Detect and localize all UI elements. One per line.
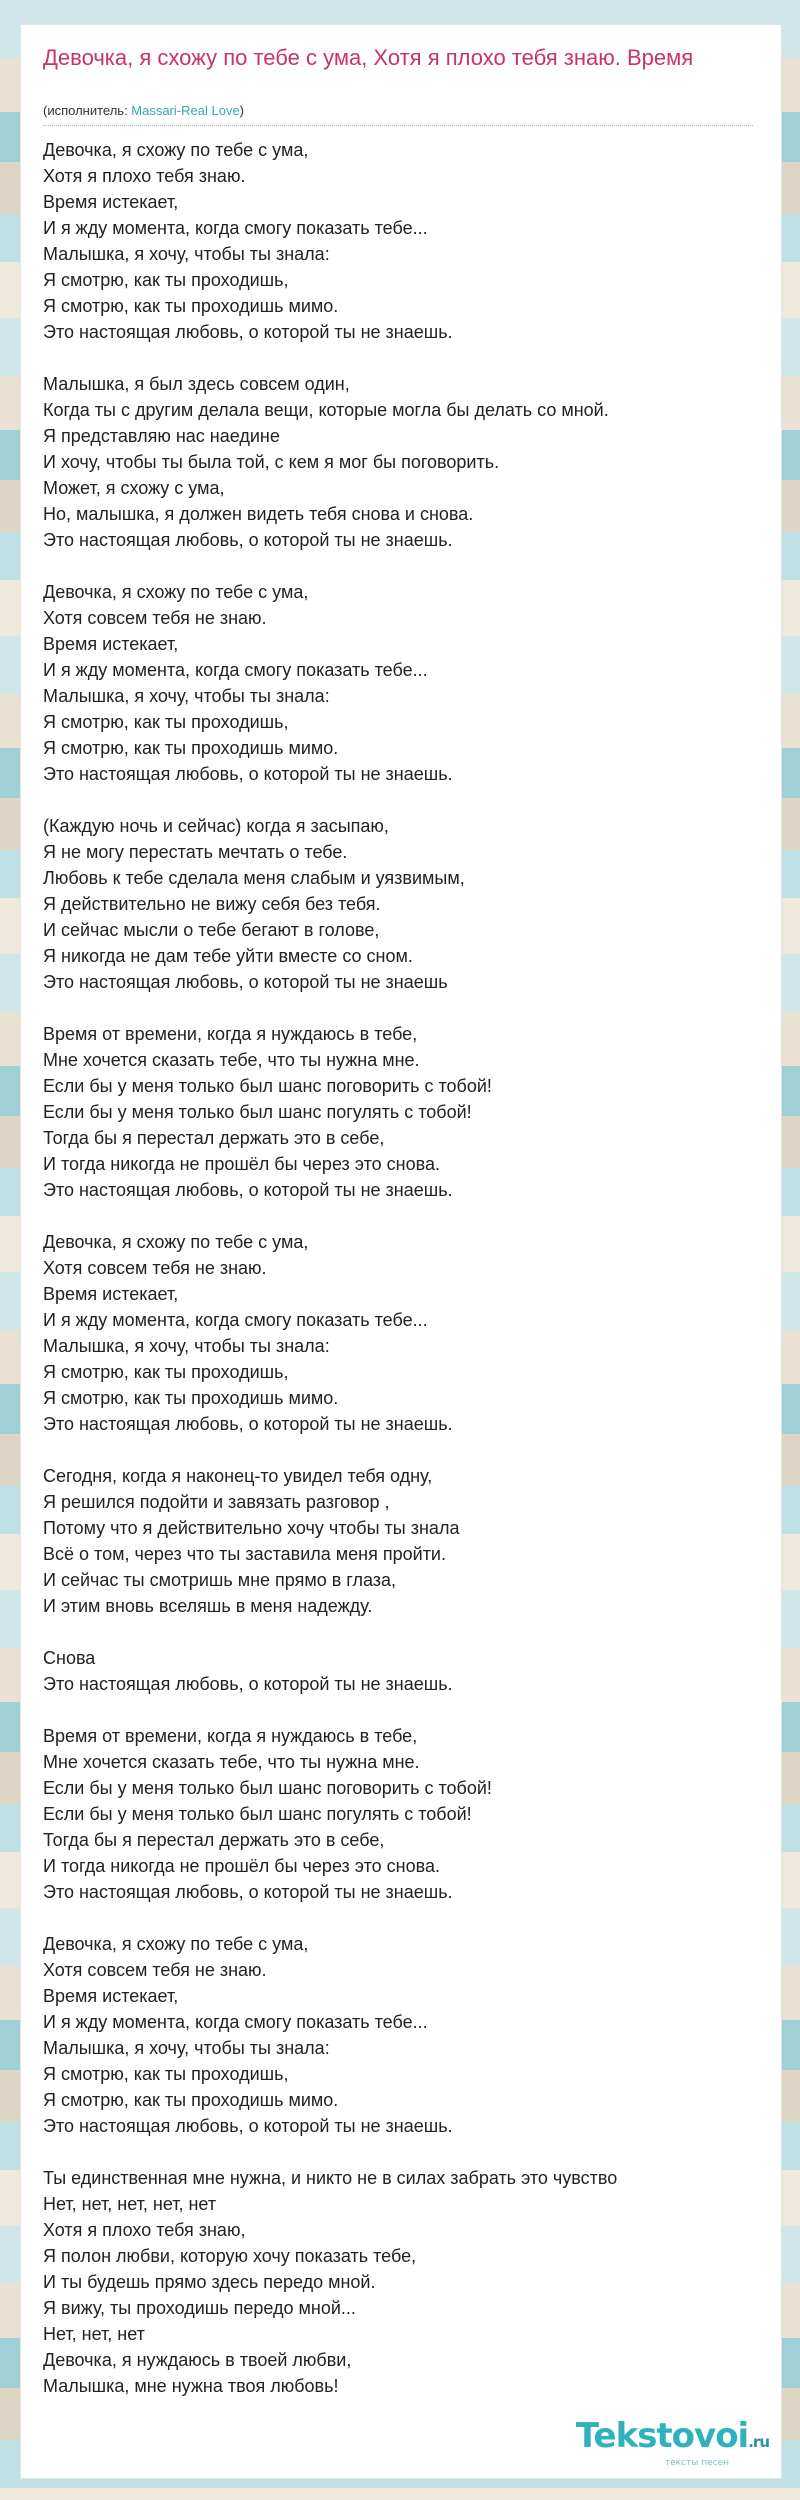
- lyric-line: Если бы у меня только был шанс поговорить с тобой!: [43, 1076, 492, 1096]
- stanza-break: [43, 2139, 683, 2165]
- lyric-line: Я смотрю, как ты проходишь мимо.: [43, 2090, 339, 2110]
- lyric-line: Хотя я плохо тебя знаю,: [43, 2220, 246, 2240]
- lyric-line: Время от времени, когда я нуждаюсь в тебе,: [43, 1726, 418, 1746]
- lyric-line: Это настоящая любовь, о которой ты не знаешь.: [43, 1414, 453, 1434]
- lyric-line: Может, я схожу с ума,: [43, 478, 225, 498]
- lyric-line: Любовь к тебе сделала меня слабым и уязвимым,: [43, 868, 465, 888]
- lyric-line: Сегодня, когда я наконец-то увидел тебя одну,: [43, 1466, 433, 1486]
- lyric-line: Мне хочется сказать тебе, что ты нужна мне.: [43, 1752, 420, 1772]
- page-title: Девочка, я схожу по тебе с ума, Хотя я плохо тебя знаю. Время: [43, 45, 694, 70]
- stanza-break: [43, 995, 683, 1021]
- lyric-line: Всё о том, через что ты заставила меня пройти.: [43, 1544, 446, 1564]
- lyric-line: Это настоящая любовь, о которой ты не знаешь.: [43, 530, 453, 550]
- lyric-line: Хотя совсем тебя не знаю.: [43, 1258, 267, 1278]
- lyric-line: Я смотрю, как ты проходишь,: [43, 270, 289, 290]
- lyric-line: И тогда никогда не прошёл бы через это снова.: [43, 1154, 440, 1174]
- lyric-line: Хотя совсем тебя не знаю.: [43, 1960, 267, 1980]
- lyric-line: Я полон любви, которую хочу показать тебе,: [43, 2246, 417, 2266]
- lyric-line: Ты единственная мне нужна, и никто не в силах забрать это чувство: [43, 2168, 618, 2188]
- divider: [43, 125, 753, 126]
- lyric-line: Я решился подойти и завязать разговор ,: [43, 1492, 390, 1512]
- lyric-line: Снова: [43, 1648, 96, 1668]
- lyric-line: Время от времени, когда я нуждаюсь в тебе,: [43, 1024, 418, 1044]
- lyric-line: Если бы у меня только был шанс погулять с тобой!: [43, 1102, 472, 1122]
- lyric-line: Тогда бы я перестал держать это в себе,: [43, 1830, 385, 1850]
- stanza-break: [43, 553, 683, 579]
- lyric-line: И тогда никогда не прошёл бы через это снова.: [43, 1856, 440, 1876]
- stanza-break: [43, 1437, 683, 1463]
- lyric-line: Когда ты с другим делала вещи, которые могла бы делать со мной.: [43, 400, 609, 420]
- lyric-line: И хочу, чтобы ты была той, с кем я мог бы поговорить.: [43, 452, 500, 472]
- lyric-line: Время истекает,: [43, 192, 179, 212]
- lyric-line: Это настоящая любовь, о которой ты не знаешь.: [43, 764, 453, 784]
- lyric-line: Мне хочется сказать тебе, что ты нужна мне.: [43, 1050, 420, 1070]
- lyric-line: И ты будешь прямо здесь передо мной.: [43, 2272, 376, 2292]
- lyric-line: Девочка, я схожу по тебе с ума,: [43, 140, 309, 160]
- lyric-line: Это настоящая любовь, о которой ты не знаешь.: [43, 1882, 453, 1902]
- lyric-line: Это настоящая любовь, о которой ты не знаешь.: [43, 1180, 453, 1200]
- lyric-line: Нет, нет, нет: [43, 2324, 145, 2344]
- lyric-line: Малышка, я хочу, чтобы ты знала:: [43, 1336, 330, 1356]
- lyric-line: Я смотрю, как ты проходишь,: [43, 712, 289, 732]
- stanza-break: [43, 1619, 683, 1645]
- site-logo[interactable]: [576, 2418, 769, 2468]
- lyric-line: Я вижу, ты проходишь передо мной...: [43, 2298, 356, 2318]
- lyric-line: Время истекает,: [43, 634, 179, 654]
- lyric-line: Потому что я действительно хочу чтобы ты знала: [43, 1518, 460, 1538]
- lyric-line: Я смотрю, как ты проходишь мимо.: [43, 1388, 339, 1408]
- lyric-line: Малышка, мне нужна твоя любовь!: [43, 2376, 339, 2396]
- lyric-line: Но, малышка, я должен видеть тебя снова и снова.: [43, 504, 474, 524]
- stanza-break: [43, 1697, 683, 1723]
- lyrics-card: [20, 24, 782, 2479]
- lyric-line: Я смотрю, как ты проходишь,: [43, 1362, 289, 1382]
- lyric-line: Малышка, я хочу, чтобы ты знала:: [43, 2038, 330, 2058]
- lyric-line: Я не могу перестать мечтать о тебе.: [43, 842, 348, 862]
- lyric-line: Это настоящая любовь, о которой ты не знаешь.: [43, 2116, 453, 2136]
- lyric-line: И сейчас ты смотришь мне прямо в глаза,: [43, 1570, 397, 1590]
- lyric-line: Малышка, я хочу, чтобы ты знала:: [43, 244, 330, 264]
- logo-tld: .ru: [748, 2433, 769, 2451]
- logo-tagline: тексты песен: [664, 2458, 729, 2468]
- lyric-line: Я смотрю, как ты проходишь мимо.: [43, 738, 339, 758]
- lyric-line: Время истекает,: [43, 1986, 179, 2006]
- lyric-line: Я смотрю, как ты проходишь,: [43, 2064, 289, 2084]
- lyric-line: Нет, нет, нет, нет, нет: [43, 2194, 217, 2214]
- logo-name: Tekstovoi: [575, 2416, 749, 2456]
- stanza-break: [43, 787, 683, 813]
- lyric-line: Хотя я плохо тебя знаю.: [43, 166, 246, 186]
- lyric-line: Если бы у меня только был шанс погулять с тобой!: [43, 1804, 472, 1824]
- lyric-line: Девочка, я нуждаюсь в твоей любви,: [43, 2350, 352, 2370]
- lyric-line: Девочка, я схожу по тебе с ума,: [43, 1934, 309, 1954]
- artist-link[interactable]: Massari-Real Love: [131, 103, 240, 118]
- lyric-line: (Каждую ночь и сейчас) когда я засыпаю,: [43, 816, 389, 836]
- lyric-line: Хотя совсем тебя не знаю.: [43, 608, 267, 628]
- lyric-line: Я представляю нас наедине: [43, 426, 280, 446]
- lyric-line: Я смотрю, как ты проходишь мимо.: [43, 296, 339, 316]
- lyric-line: И я жду момента, когда смогу показать тебе...: [43, 660, 428, 680]
- performer-line: [43, 103, 244, 118]
- lyric-line: И я жду момента, когда смогу показать тебе...: [43, 2012, 428, 2032]
- stanza-break: [43, 345, 683, 371]
- performer-prefix: (исполнитель:: [43, 103, 132, 118]
- lyric-line: Малышка, я был здесь совсем один,: [43, 374, 350, 394]
- lyric-line: Это настоящая любовь, о которой ты не знаешь.: [43, 1674, 453, 1694]
- lyric-line: Это настоящая любовь, о которой ты не знаешь.: [43, 322, 453, 342]
- lyric-line: Девочка, я схожу по тебе с ума,: [43, 1232, 309, 1252]
- performer-suffix: ): [239, 103, 245, 118]
- stanza-break: [43, 1905, 683, 1931]
- lyric-line: Если бы у меня только был шанс поговорить с тобой!: [43, 1778, 492, 1798]
- lyric-line: Время истекает,: [43, 1284, 179, 1304]
- lyric-line: Малышка, я хочу, чтобы ты знала:: [43, 686, 330, 706]
- lyric-line: Девочка, я схожу по тебе с ума,: [43, 582, 309, 602]
- lyric-line: Я действительно не вижу себя без тебя.: [43, 894, 381, 914]
- lyric-line: И сейчас мысли о тебе бегают в голове,: [43, 920, 380, 940]
- lyric-line: И этим вновь вселяшь в меня надежду.: [43, 1596, 373, 1616]
- lyric-line: Тогда бы я перестал держать это в себе,: [43, 1128, 385, 1148]
- lyrics-body: [43, 137, 683, 2399]
- lyric-line: И я жду момента, когда смогу показать тебе...: [43, 1310, 428, 1330]
- lyric-line: Это настоящая любовь, о которой ты не знаешь: [43, 972, 448, 992]
- lyric-line: Я никогда не дам тебе уйти вместе со сном.: [43, 946, 413, 966]
- stanza-break: [43, 1203, 683, 1229]
- lyric-line: И я жду момента, когда смогу показать тебе...: [43, 218, 428, 238]
